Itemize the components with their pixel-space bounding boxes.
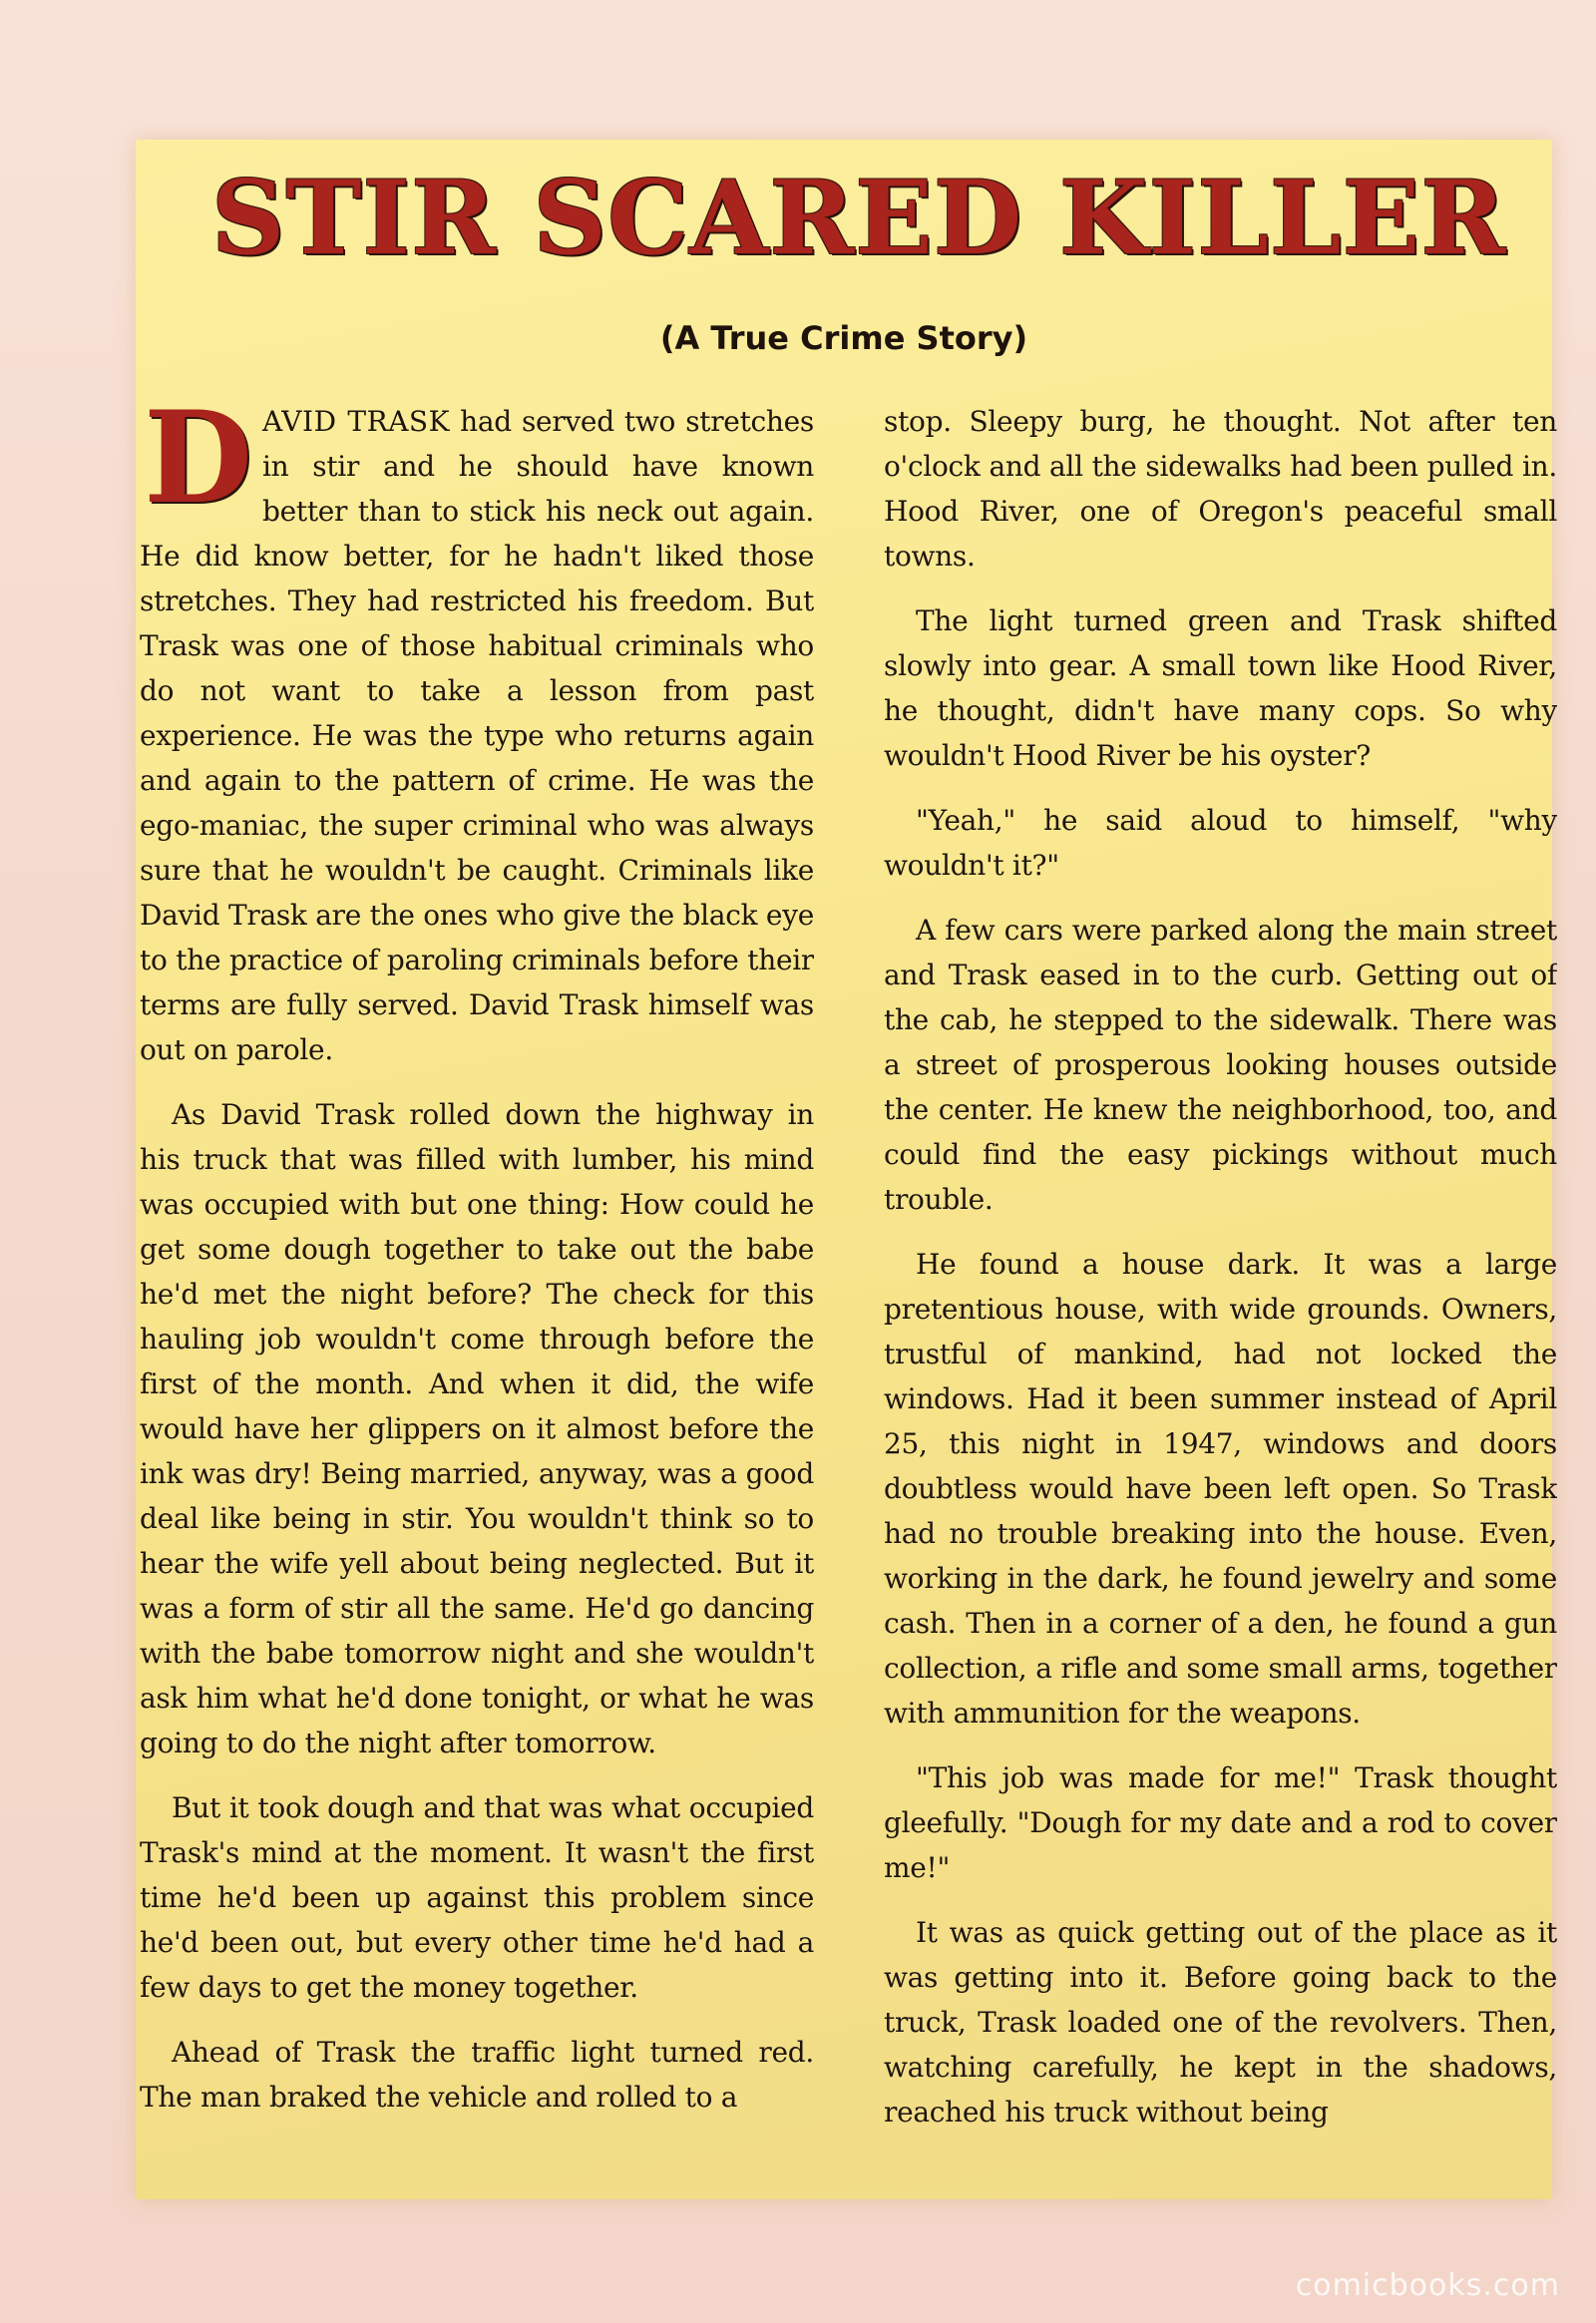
left-column: [140, 399, 814, 2184]
site-watermark: comicbooks.com: [1295, 2268, 1560, 2303]
story-title: STIR SCARED KILLER: [210, 159, 1507, 278]
paragraph: "This job was made for me!" Trask thought gleefully. "Dough for my date and a rod to cover me!": [884, 1761, 1557, 1884]
paragraph: As David Trask rolled down the highway in his truck that was filled with lumber, his mind was occupied with but one thing: How could he get some dough together to take out the babe he'd met the night before? The check for this hauling job wouldn't come through before the first of the month. And when it did, the wife would have her glippers on it almost before the ink was dry! Being married, anyway, was a good deal like being in stir. You wouldn't think so to hear the wife yell about being neglected. But it was a form of stir all the same. He'd go dancing with the babe tomorrow night and she wouldn't ask him what he'd done tonight, or what he was going to do the night after tomorrow.: [140, 1098, 814, 1759]
paragraph: It was as quick getting out of the place as it was getting into it. Before going back to the truck, Trask loaded one of the revolvers. Then, watching carefully, he kept in the shadows, reached his truck without being: [884, 1916, 1557, 2129]
lead-in: AVID TRASK: [261, 405, 451, 438]
paragraph: But it took dough and that was what occupied Trask's mind at the moment. It wasn't the first time he'd been up against this problem since he'd been out, but every other time he'd had a few days to get the money together.: [140, 1791, 814, 2004]
paragraph: The light turned green and Trask shifted slowly into gear. A small town like Hood River, he thought, didn't have many cops. So why wouldn't Hood River be his oyster?: [884, 604, 1557, 772]
paragraph-text: had served two stretches in stir and he should have known better than to stick his neck out again. He did know better, for he hadn't liked those stretches. They had restricted his freedom. But Trask was one of those habitual criminals who do not want to take a lesson from past experience. He was the type who returns again and again to the pattern of crime. He was the ego-maniac, the super criminal who was always sure that he wouldn't be caught. Criminals like David Trask are the ones who give the black eye to the practice of paroling criminals before their terms are fully served. David Trask himself was out on parole.: [140, 405, 814, 1066]
paragraph: He found a house dark. It was a large pretentious house, with wide grounds. Owners, trustful of mankind, had not locked the windows. Had it been summer instead of April 25, this night in 1947, windows and doors doubtless would have been left open. So Trask had no trouble breaking into the house. Even, working in the dark, he found jewelry and some cash. Then in a corner of a den, he found a gun collection, a rifle and some small arms, together with ammunition for the weapons.: [884, 1248, 1557, 1730]
story-subtitle: (A True Crime Story): [659, 319, 1028, 357]
paragraph: A few cars were parked along the main street and Trask eased in to the curb. Getting out of the cab, he stepped to the sidewalk. There was a street of prosperous looking houses outside the center. He knew the neighborhood, too, and could find the easy pickings without much trouble.: [884, 914, 1557, 1216]
paragraph: Ahead of Trask the traffic light turned red. The man braked the vehicle and rolled to a: [140, 2036, 814, 2114]
right-column: [884, 399, 1557, 2184]
drop-cap: D: [144, 399, 252, 532]
paragraph: stop. Sleepy burg, he thought. Not after ten o'clock and all the sidewalks had been pulled in. Hood River, one of Oregon's peaceful small towns.: [884, 405, 1557, 573]
paragraph: "Yeah," he said aloud to himself, "why wouldn't it?": [884, 804, 1557, 882]
opening-paragraph: [140, 399, 814, 1072]
